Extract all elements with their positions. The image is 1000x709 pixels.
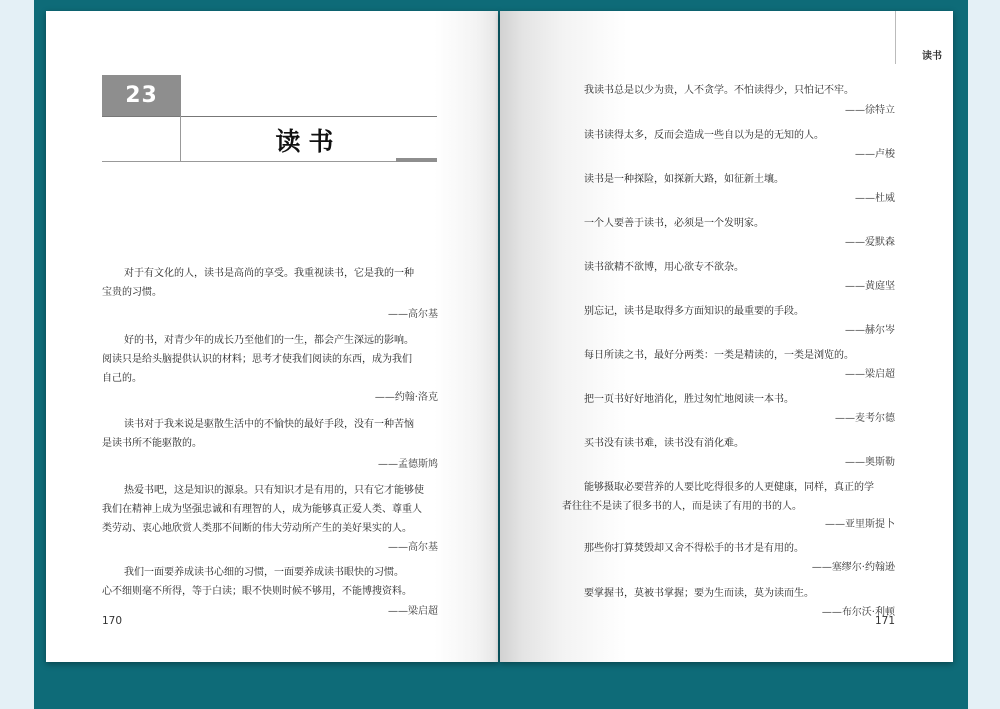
right-attribution-line: ——爱默森 — [845, 237, 895, 248]
left-text-line: 好的书，对青少年的成长乃至他们的一生，都会产生深远的影响。 — [124, 335, 414, 346]
left-page — [46, 11, 498, 662]
left-text-line: 自己的。 — [102, 373, 142, 384]
right-attribution-line: ——奥斯勒 — [845, 457, 895, 468]
left-text-line: 阅读只是给头脑提供认识的材料；思考才使我们阅读的东西，成为我们 — [102, 354, 412, 365]
right-attribution-line: ——麦考尔德 — [835, 413, 895, 424]
right-text-line: 那些你打算焚毁却又舍不得松手的书才是有用的。 — [584, 543, 804, 554]
right-text-line: 读书是一种探险，如探新大路，如征新土壤。 — [584, 174, 784, 185]
right-attribution-line: ——布尔沃·利顿 — [821, 607, 895, 618]
right-attribution-line: ——塞缪尔·约翰逊 — [811, 562, 895, 573]
right-attribution-line: ——卢梭 — [855, 149, 895, 160]
left-text-line: 心不细则毫不所得，等于白读；眼不快则时候不够用，不能博搜资料。 — [102, 586, 412, 597]
left-text-line: 宝贵的习惯。 — [102, 287, 162, 298]
right-text-line: 买书没有读书难，读书没有消化难。 — [584, 438, 744, 449]
right-attribution-line: ——杜威 — [855, 193, 895, 204]
right-attribution-line: ——赫尔岑 — [845, 325, 895, 336]
right-page — [500, 11, 953, 662]
right-text-line: 别忘记，读书是取得多方面知识的最重要的手段。 — [584, 306, 804, 317]
left-text-line: 我们在精神上成为坚强忠诚和有理智的人，成为能够真正爱人类、尊重人 — [102, 504, 422, 515]
left-text-line: 我们一面要养成读书心细的习惯，一面要养成读书眼快的习惯。 — [124, 567, 404, 578]
chapter-title: 读书 — [275, 127, 342, 156]
right-text-line: 要掌握书，莫被书掌握；要为生而读，莫为读而生。 — [584, 588, 814, 599]
left-text-line: 对于有文化的人，读书是高尚的享受。我重视读书，它是我的一种 — [124, 268, 414, 279]
left-attribution-line: ——约翰·洛克 — [374, 392, 438, 403]
right-text-line: 读书欲精不欲博，用心欲专不欲杂。 — [584, 262, 744, 273]
right-page-text — [500, 11, 953, 662]
running-head: 读书 — [922, 51, 942, 62]
left-attribution-line: ——高尔基 — [388, 542, 438, 553]
chapter-number: 23 — [125, 83, 158, 108]
right-text-line: 者往往不是读了很多书的人，而是读了有用的书的人。 — [562, 501, 802, 512]
right-text-line: 每日所读之书，最好分两类：一类是精读的，一类是浏览的。 — [584, 350, 854, 361]
left-page-text — [46, 11, 498, 662]
left-attribution-line: ——高尔基 — [388, 309, 438, 320]
page-number-left: 170 — [102, 615, 123, 627]
right-text-line: 能够摄取必要营养的人要比吃得很多的人更健康，同样，真正的学 — [584, 482, 874, 493]
right-attribution-line: ——亚里斯提卜 — [825, 519, 895, 530]
right-text-line: 我读书总是以少为贵，人不贪学。不怕读得少，只怕记不牢。 — [584, 85, 854, 96]
left-text-line: 读书对于我来说是驱散生活中的不愉快的最好手段，没有一种苦恼 — [124, 419, 414, 430]
page-number-right: 171 — [874, 615, 895, 627]
right-text-line: 读书读得太多，反而会造成一些自以为是的无知的人。 — [584, 130, 824, 141]
right-attribution-line: ——徐特立 — [845, 105, 895, 116]
right-attribution-line: ——梁启超 — [845, 369, 895, 380]
right-attribution-line: ——黄庭坚 — [845, 281, 895, 292]
right-text-line: 一个人要善于读书，必须是一个发明家。 — [584, 218, 764, 229]
left-attribution-line: ——孟德斯鸠 — [378, 459, 438, 470]
right-text-line: 把一页书好好地消化，胜过匆忙地阅读一本书。 — [584, 394, 794, 405]
left-text-line: 热爱书吧，这是知识的源泉。只有知识才是有用的，只有它才能够使 — [124, 485, 424, 496]
left-text-line: 是读书所不能驱散的。 — [102, 438, 202, 449]
left-attribution-line: ——梁启超 — [388, 606, 438, 617]
left-text-line: 类劳动、衷心地欣赏人类那不间断的伟大劳动所产生的美好果实的人。 — [102, 523, 412, 534]
